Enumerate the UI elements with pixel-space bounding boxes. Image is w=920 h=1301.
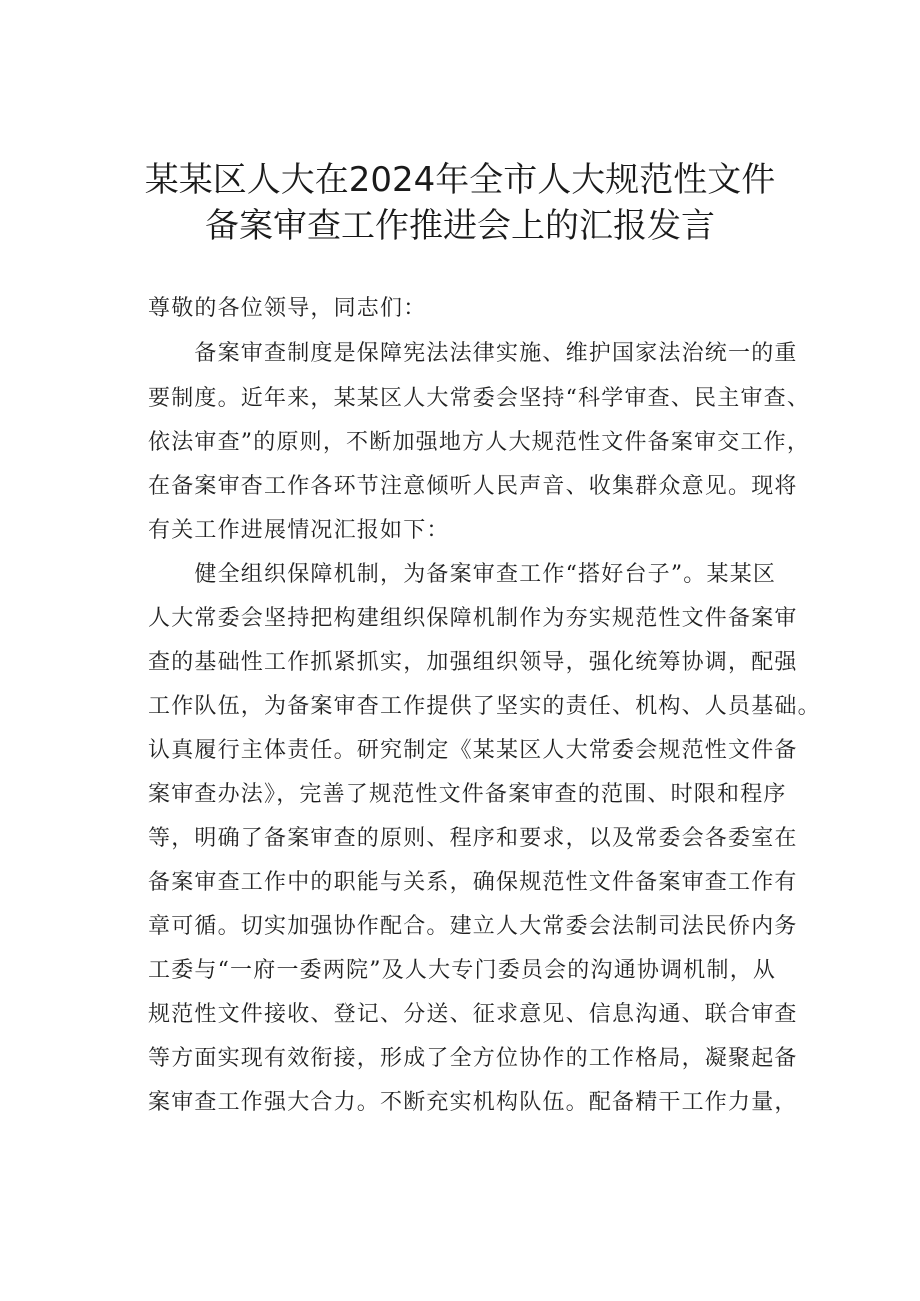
body-line: 在备案审杳工作各环节注意倾听人民声音、收集群众意见。现将 (148, 474, 798, 499)
body-line: 案审查工作强大合力。不断充实机构队伍。配备精干工作力量， (148, 1090, 798, 1115)
body-line: 查的基础性工作抓紧抓实，加强组织领导，强化统筹协调，配强 (148, 650, 798, 675)
body-line: 有关工作进展情况汇报如下： (148, 518, 450, 543)
document-title-line-2: 备案审查工作推进会上的汇报发言 (205, 206, 715, 246)
body-line: 章可循。切实加强协作配合。建立人大常委会法制司法民侨内务 (148, 914, 798, 939)
body-line: 规范性文件接收、登记、分送、征求意见、信息沟通、联合审查 (148, 1002, 798, 1027)
body-line: 健全组织保障机制，为备案审查工作“搭好台子”。某某区 (148, 562, 777, 587)
body-line: 人大常委会坚持把构建组织保障机制作为夯实规范性文件备案审 (148, 606, 798, 631)
body-line: 工作队伍，为备案审杳工作提供了坚实的责任、机构、人员基础。 (148, 694, 821, 719)
body-line: 备案审查制度是保障宪法法律实施、维护国家法治统一的重 (148, 341, 798, 366)
body-line: 认真履行主体责任。研究制定《某某区人大常委会规范性文件备 (148, 738, 798, 763)
body-line: 等方面实现有效衔接，形成了全方位协作的工作格局，凝聚起备 (148, 1046, 798, 1071)
salutation: 尊敬的各位领导，同志们： (148, 296, 427, 321)
body-line: 案审查办法》，完善了规范性文件备案审查的范围、时限和程序 (148, 782, 787, 807)
body-line: 依法审查”的原则，不断加强地方人大规范性文件备案审交工作， (148, 430, 811, 455)
body-line: 备案审查工作中的职能与关系，确保规范性文件备案审查工作有 (148, 870, 798, 895)
document-title-line-1: 某某区人大在2024年全市人大规范性文件 (144, 160, 776, 200)
body-line: 工委与“一府一委两院”及人大专门委员会的沟通协调机制，从 (148, 958, 777, 983)
body-line: 等，明确了备案审查的原则、程序和要求，以及常委会各委室在 (148, 826, 798, 851)
body-line: 要制度。近年来，某某区人大常委会坚持“科学审查、民主审查、 (148, 386, 811, 411)
